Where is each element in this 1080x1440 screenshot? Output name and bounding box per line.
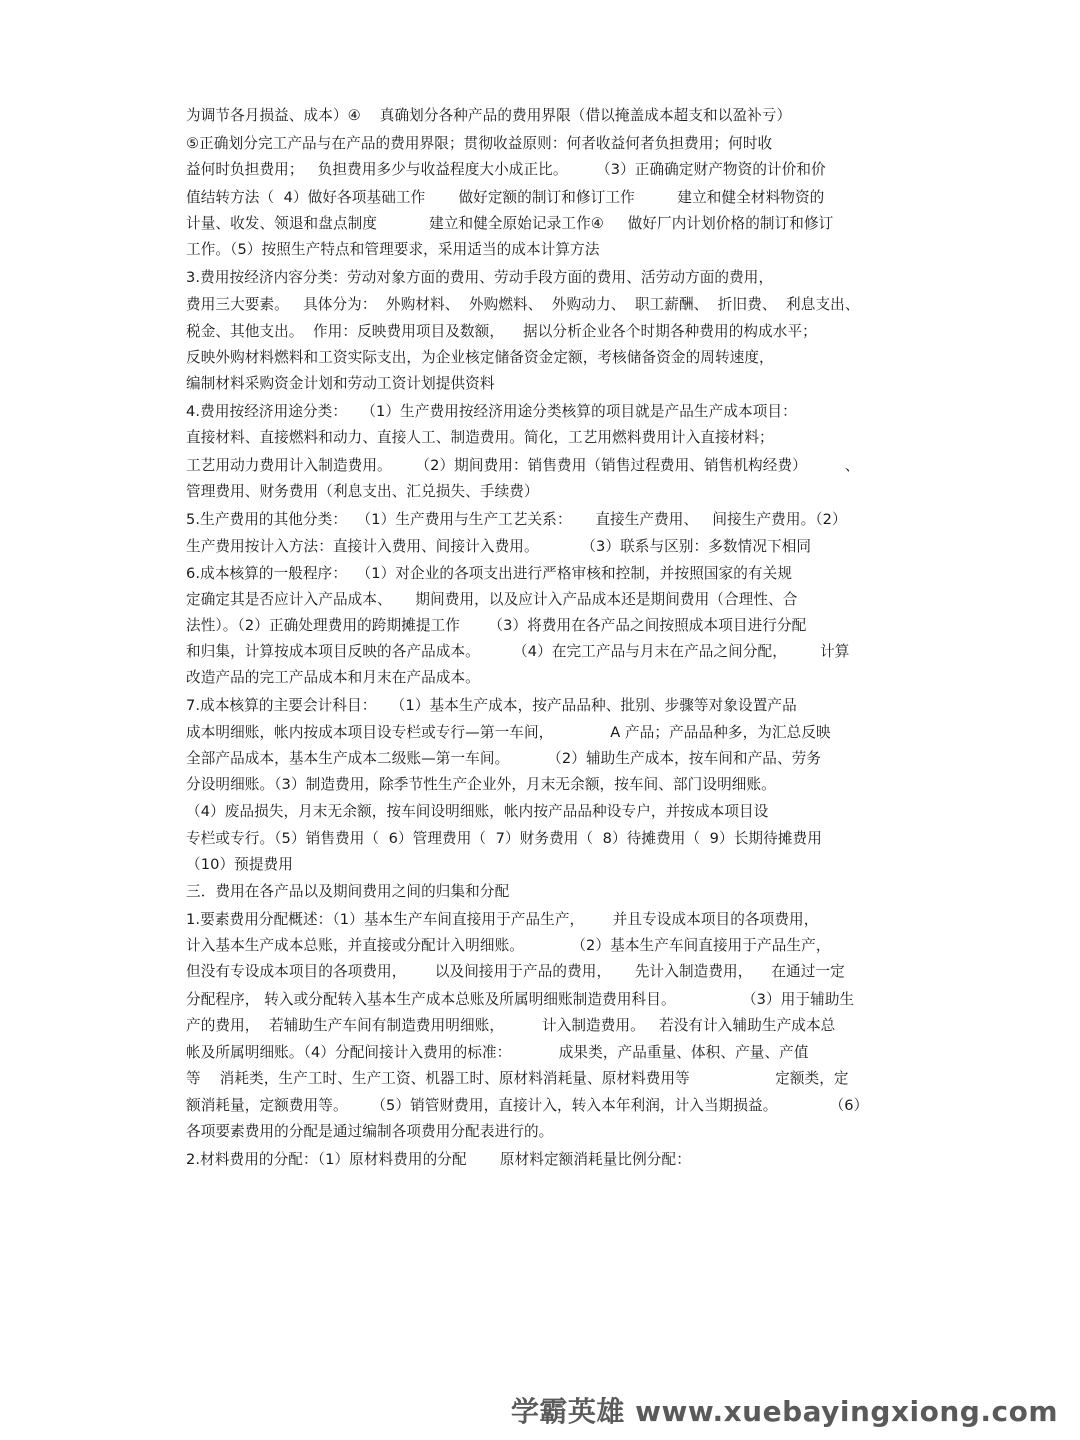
text-line: 值结转方法（ 4）做好各项基础工作 做好定额的制订和修订工作 建立和健全材料物资的 bbox=[186, 189, 825, 206]
text-line: 税金、其他支出。 作用：反映费用项目及数额， 据以分析企业各个时期各种费用的构成水平； bbox=[186, 323, 817, 340]
text-line: 和归集，计算按成本项目反映的各产品成本。 （4）在完工产品与月末在产品之间分配， 计算 bbox=[186, 643, 850, 660]
text-line: 反映外购材料燃料和工资实际支出，为企业核定储备资金定额，考核储备资金的周转速度， bbox=[186, 349, 774, 366]
text-line: 各项要素费用的分配是通过编制各项费用分配表进行的。 bbox=[186, 1123, 554, 1140]
text-line: 3.费用按经济内容分类：劳动对象方面的费用、劳动手段方面的费用、活劳动方面的费用， bbox=[186, 269, 774, 286]
text-line: 三．费用在各产品以及期间费用之间的归集和分配 bbox=[186, 883, 510, 900]
text-line: 6.成本核算的一般程序： （1）对企业的各项支出进行严格审核和控制，并按照国家的有关规 bbox=[186, 565, 793, 582]
text-line: （4）废品损失，月末无余额，按车间设明细账，帐内按产品品种设专户，并按成本项目设 bbox=[186, 803, 769, 820]
text-line: 改造产品的完工产品成本和月末在产品成本。 bbox=[186, 669, 480, 686]
text-line: 全部产品成本，基本生产成本二级账—第一车间。 （2）辅助生产成本，按车间和产品、劳务 bbox=[186, 750, 822, 767]
text-line: 计量、收发、领退和盘点制度 建立和健全原始记录工作④ 做好厂内计划价格的制订和修订 bbox=[186, 215, 834, 232]
text-line: 费用三大要素。 具体分为： 外购材料、 外购燃料、 外购动力、 职工薪酬、 折旧费、 利息支出、 bbox=[186, 296, 860, 313]
text-line: 法性）。（2）正确处理费用的跨期摊提工作 （3）将费用在各产品之间按照成本项目进行分配 bbox=[186, 617, 807, 634]
text-line: 5.生产费用的其他分类： （1）生产费用与生产工艺关系： 直接生产费用、 间接生产费用。（2） bbox=[186, 511, 847, 528]
text-line: 帐及所属明细账。（4）分配间接计入费用的标准： 成果类，产品重量、体积、产量、产值 bbox=[186, 1044, 809, 1061]
text-line: ⑤正确划分完工产品与在产品的费用界限；贯彻收益原则：何者收益何者负担费用；何时收 bbox=[186, 135, 773, 152]
text-line: 编制材料采购资金计划和劳动工资计划提供资料 bbox=[186, 375, 495, 392]
text-line: 但没有专设成本项目的各项费用， 以及间接用于产品的费用， 先计入制造费用， 在通过一定 bbox=[186, 963, 845, 980]
text-line: 额消耗量，定额费用等。 （5）销管财费用，直接计入，转入本年利润，计入当期损益。 （6） bbox=[186, 1097, 869, 1114]
text-line: 分设明细账。（3）制造费用，除季节性生产企业外，月末无余额，按车间、部门设明细账。 bbox=[186, 776, 776, 793]
text-line: 益何时负担费用； 负担费用多少与收益程度大小成正比。 （3）正确确定财产物资的计价和价 bbox=[186, 161, 826, 178]
text-line: 工作。（5）按照生产特点和管理要求，采用适当的成本计算方法 bbox=[186, 241, 600, 258]
watermark: 学霸英雄 www.xuebayingxiong.com bbox=[510, 1395, 1058, 1428]
text-line: 专栏或专行。（5）销售费用（ 6）管理费用（ 7）财务费用（ 8）待摊费用（ 9）长期待摊费用 bbox=[186, 830, 822, 847]
text-line: 生产费用按计入方法：直接计入费用、间接计入费用。 （3）联系与区别：多数情况下相同 bbox=[186, 538, 812, 555]
text-line: 产的费用， 若辅助生产车间有制造费用明细账， 计入制造费用。 若没有计入辅助生产成本总 bbox=[186, 1017, 836, 1034]
text-line: 计入基本生产成本总账，并直接或分配计入明细账。 （2）基本生产车间直接用于产品生产， bbox=[186, 937, 831, 954]
text-line: 直接材料、直接燃料和动力、直接人工、制造费用。简化，工艺用燃料费用计入直接材料； bbox=[186, 429, 774, 446]
text-line: 定确定其是否应计入产品成本、 期间费用，以及应计入产品成本还是期间费用（合理性、合 bbox=[186, 591, 798, 608]
text-line: 为调节各月损益、成本）④ 真确划分各种产品的费用界限（借以掩盖成本超支和以盈补亏） bbox=[186, 107, 792, 124]
text-line: 1.要素费用分配概述：（1）基本生产车间直接用于产品生产， 并且专设成本项目的各项费用， bbox=[186, 911, 819, 928]
text-line: 管理费用、财务费用（利息支出、汇兑损失、手续费） bbox=[186, 483, 539, 500]
text-line: 分配程序， 转入或分配转入基本生产成本总账及所属明细账制造费用科目。 （3）用于辅助生 bbox=[186, 991, 855, 1008]
text-line: 2.材料费用的分配：（1）原材料费用的分配 原材料定额消耗量比例分配： bbox=[186, 1151, 691, 1168]
text-line: 7.成本核算的主要会计科目： （1）基本生产成本，按产品品种、批别、步骤等对象设置产品 bbox=[186, 697, 797, 714]
text-line: 工艺用动力费用计入制造费用。 （2）期间费用：销售费用（销售过程费用、销售机构经费） 、 bbox=[186, 457, 860, 474]
text-line: （10）预提费用 bbox=[186, 856, 293, 873]
text-line: 成本明细账，帐内按成本项目设专栏或专行—第一车间， A 产品；产品品种多，为汇总反映 bbox=[186, 724, 831, 741]
text-line: 等 消耗类，生产工时、生产工资、机器工时、原材料消耗量、原材料费用等 定额类，定 bbox=[186, 1070, 849, 1087]
text-line: 4.费用按经济用途分类： （1）生产费用按经济用途分类核算的项目就是产品生产成本项目： bbox=[186, 403, 797, 420]
